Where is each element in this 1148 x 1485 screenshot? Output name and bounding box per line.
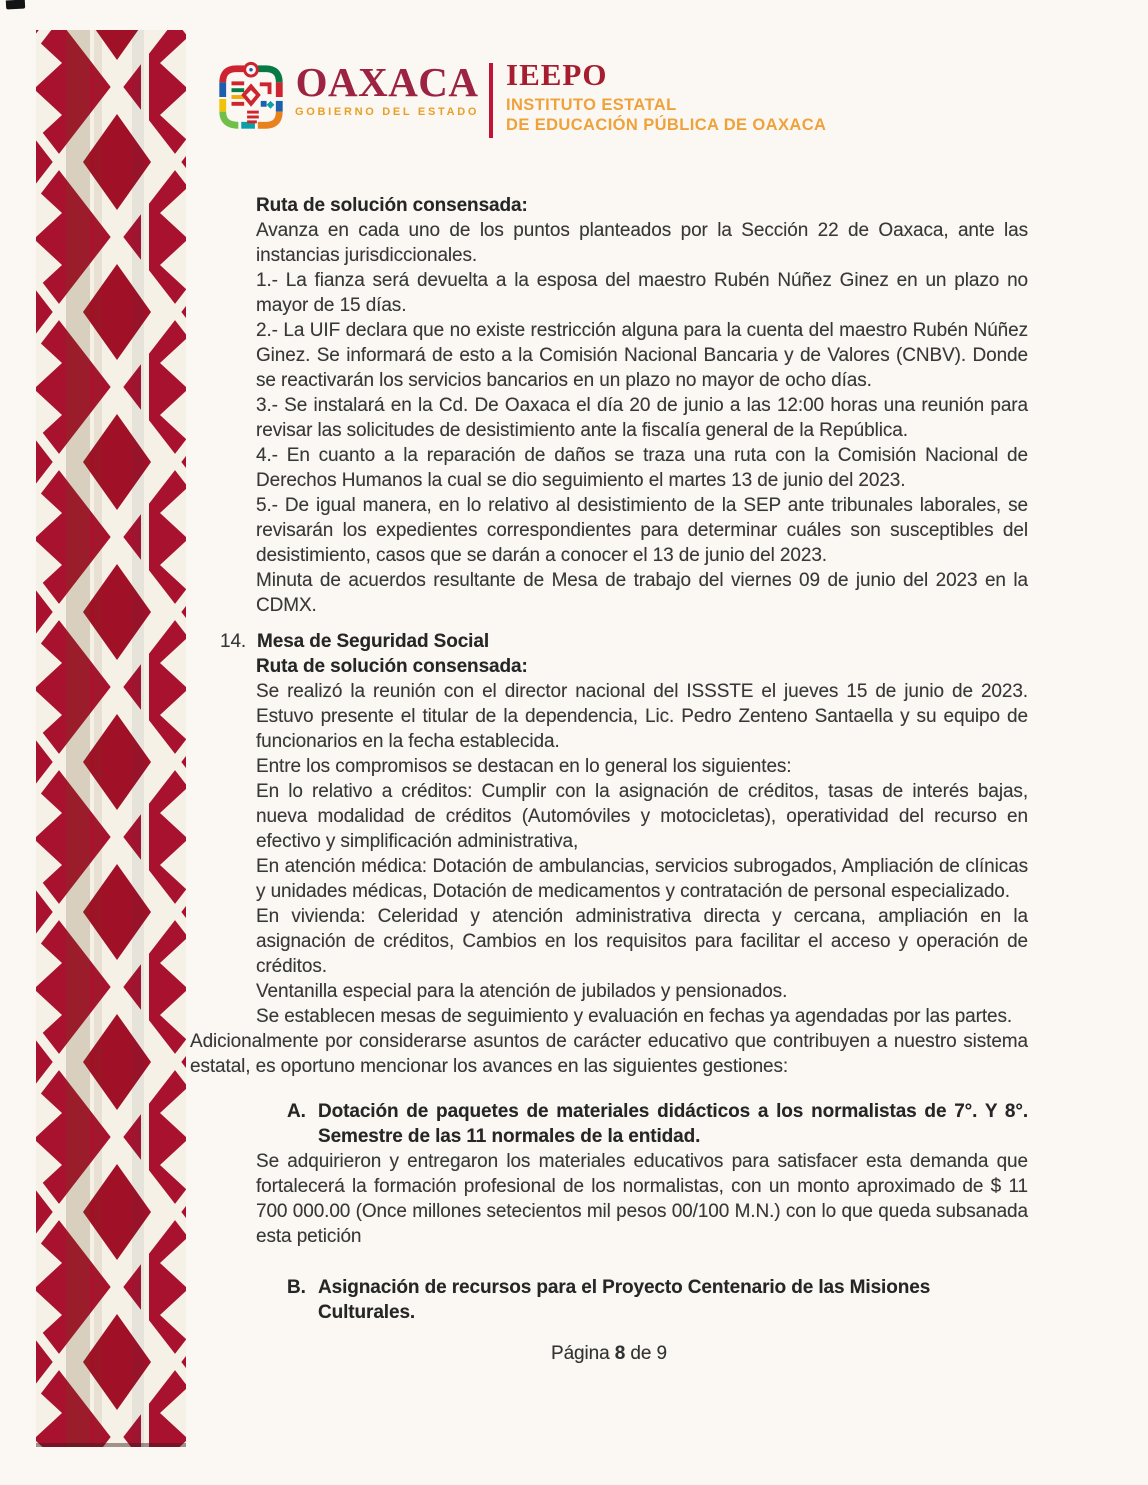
paragraph: Entre los compromisos se destacan en lo general los siguientes:	[256, 756, 792, 777]
oaxaca-state-logo	[212, 57, 290, 137]
paragraph: Avanza en cada uno de los puntos planteados por la Sección 22 de Oaxaca, ante las instancias jurisdiccionales.	[256, 220, 1028, 266]
paragraph: Se realizó la reunión con el director nacional del ISSSTE el jueves 15 de junio de 2023. Estuvo presente el titular de la dependencia, Lic. Pedro Zenteno Santaella y su equipo de funcionarios en la fecha establecida.	[256, 681, 1028, 752]
org-block	[506, 59, 826, 135]
page-number-prefix: Página	[551, 1343, 610, 1364]
section-heading: Ruta de solución consensada:	[256, 195, 528, 216]
section-title: Mesa de Seguridad Social	[257, 631, 490, 652]
item-label: A.	[287, 1101, 306, 1122]
page-number-middle: de	[630, 1343, 652, 1364]
page-number-total: 9	[656, 1343, 667, 1364]
section-14	[256, 654, 1028, 1004]
numbered-item-5: 5.- De igual manera, en lo relativo al desistimiento de la SEP ante tribunales laborales, se revisarán los expedientes correspondientes para determinar cuáles son susceptibles del desistimiento, casos que se darán a conocer el 13 de junio del 2023.	[256, 495, 1028, 566]
numbered-item-4: 4.- En cuanto a la reparación de daños se traza una ruta con la Comisión Nacional de Derechos Humanos la cual se dio seguimiento el martes 13 de junio del 2023.	[256, 445, 1028, 491]
paragraph-minuta: Minuta de acuerdos resultante de Mesa de trabajo del viernes 09 de junio del 2023 en la CDMX.	[256, 570, 1028, 616]
paragraph: En atención médica: Dotación de ambulancias, servicios subrogados, Ampliación de clínicas y unidades médicas, Dotación de medicamentos y contratación de personal especializado.	[256, 856, 1028, 902]
paragraph-additional-intro: Adicionalmente por considerarse asuntos de carácter educativo que contribuyen a nuestro sistema estatal, es oportuno mencionar los avances en las siguientes gestiones:	[190, 1031, 1028, 1077]
paragraph: En vivienda: Celeridad y atención administrativa directa y cercana, ampliación en la asignación de créditos, Cambios en los requisitos para facilitar el acceso y operación de créditos.	[256, 906, 1028, 977]
list-number: 14.	[220, 631, 247, 652]
paragraph: Ventanilla especial para la atención de jubilados y pensionados.	[256, 981, 788, 1002]
header-divider	[489, 63, 493, 138]
item-a-note-block	[256, 1149, 1028, 1249]
lettered-item-b	[190, 1275, 1028, 1325]
org-acronym: IEEPO	[506, 57, 608, 92]
paragraph-closing: Se establecen mesas de seguimiento y evaluación en fechas ya agendadas por las partes.	[256, 1006, 1013, 1027]
page-number-current: 8	[614, 1343, 626, 1364]
numbered-item-2: 2.- La UIF declara que no existe restricción alguna para la cuenta del maestro Rubén Núñez Ginez. Se informará de esto a la Comisión Nacional Bancaria y de Valores (CNBV). Donde se reactivarán los servicios bancarios en un plazo no mayor de ocho días.	[256, 320, 1028, 391]
scan-corner-artifact	[6, 0, 25, 9]
decorative-border-pattern	[36, 30, 186, 1447]
org-name-line2: DE EDUCACIÓN PÚBLICA DE OAXACA	[506, 116, 827, 135]
page-number	[190, 1341, 1028, 1366]
org-name-line1: INSTITUTO ESTATAL	[506, 96, 677, 114]
numbered-item-1: 1.- La fianza será devuelta a la esposa del maestro Rubén Núñez Ginez en un plazo no mayor de 15 días.	[256, 270, 1028, 316]
numbered-item-3: 3.- Se instalará en la Cd. De Oaxaca el día 20 de junio a las 12:00 horas una reunión para revisar las solicitudes de desistimiento ante la fiscalía general de la República.	[256, 395, 1028, 441]
item-label: B.	[287, 1277, 306, 1298]
lettered-item-a	[190, 1099, 1028, 1149]
paragraph: En lo relativo a créditos: Cumplir con la asignación de créditos, tasas de interés bajas, nueva modalidad de créditos (Automóviles y motocicletas), operatividad del recurso en efectivo y simplificación administrativa,	[256, 781, 1028, 852]
brand-tagline: GOBIERNO DEL ESTADO	[295, 106, 480, 118]
item-text: Dotación de paquetes de materiales didácticos a los normalistas de 7°. Y 8°. Semestre de las 11 normales de la entidad.	[318, 1101, 1028, 1147]
section-14-title-row	[190, 629, 1028, 654]
document-body	[190, 193, 1028, 1366]
section-heading: Ruta de solución consensada:	[256, 656, 528, 677]
brand-block	[295, 59, 480, 118]
paragraph: Se adquirieron y entregaron los materiales educativos para satisfacer esta demanda que fortalecerá la formación profesional de los normalistas, con un monto aproximado de $ 11 700 000.00 (Once millones setecientos mil pesos 00/100 M.N.) con lo que queda subsanada esta petición	[256, 1151, 1028, 1247]
section-1	[256, 193, 1028, 618]
brand-wordmark: OAXACA	[295, 59, 479, 105]
item-text: Asignación de recursos para el Proyecto Centenario de las Misiones Culturales.	[318, 1277, 931, 1323]
